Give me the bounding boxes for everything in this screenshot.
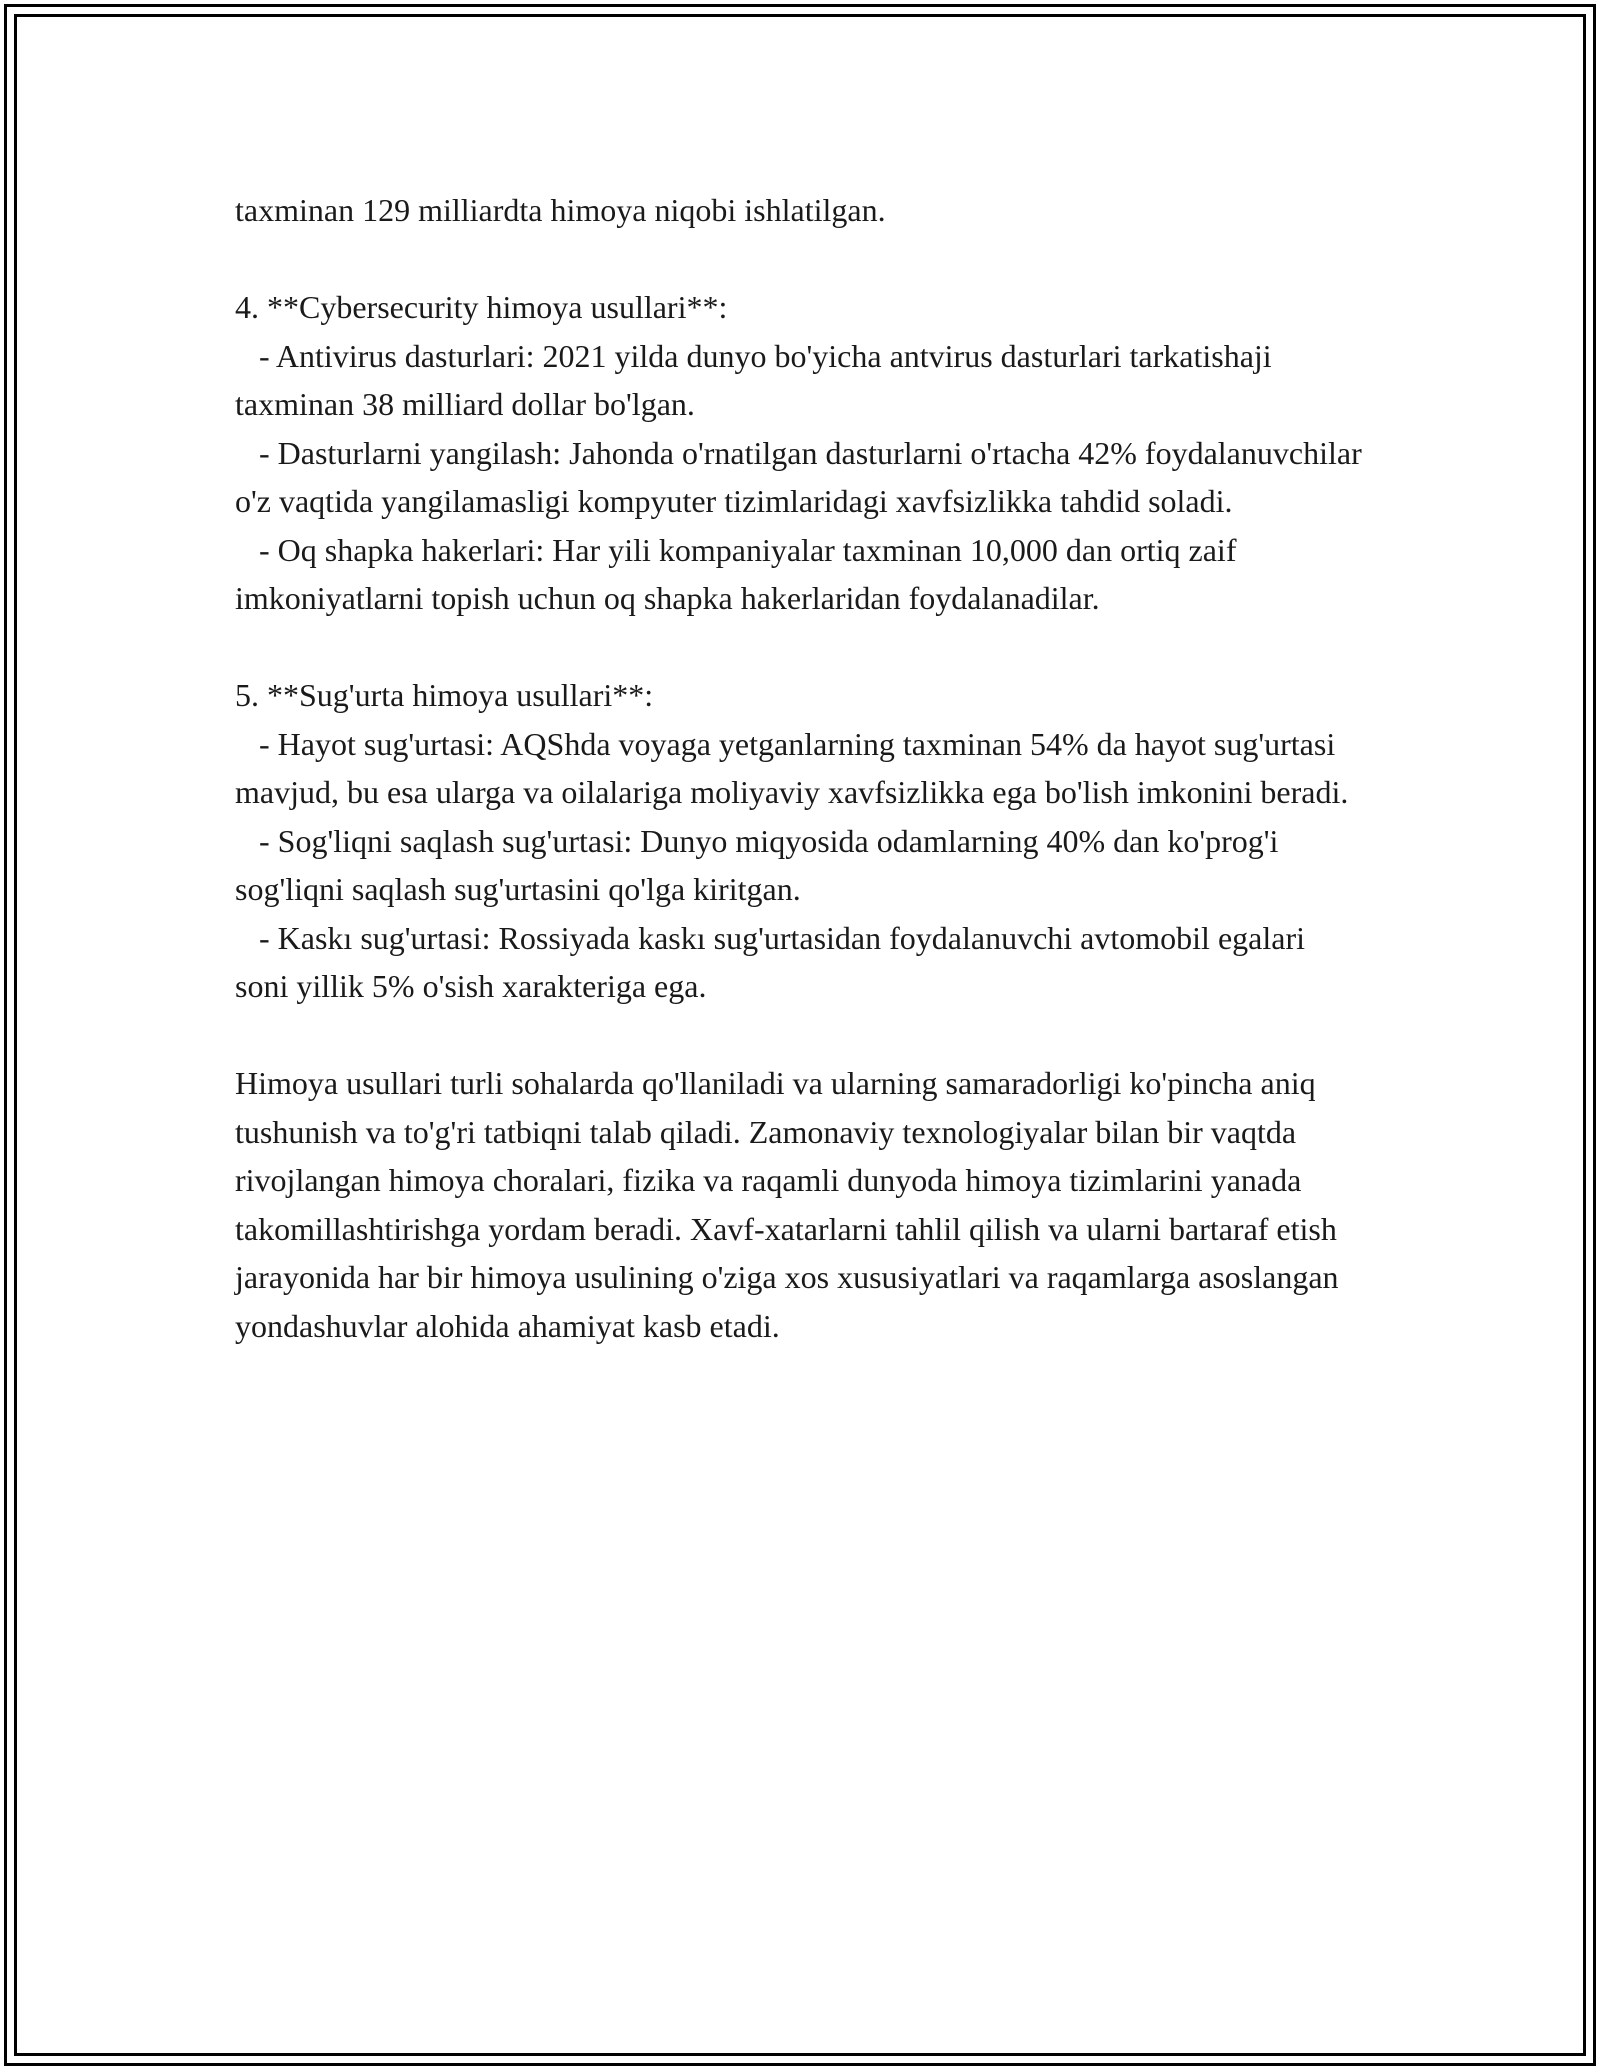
section-5-item-casco-insurance: - Kaskı sug'urtasi: Rossiyada kaskı sug'urtasidan foydalanuvchi avtomobil egalari soni yillik 5% o'sish xarakteriga ega. (235, 919, 1313, 1004)
section-4-item-antivirus: - Antivirus dasturlari: 2021 yilda dunyo bo'yicha antvirus dasturlari tarkatishaji taxminan 38 milliard dollar bo'lgan. (235, 337, 1280, 422)
paragraph-gap (235, 235, 1365, 284)
section-4-item-white-hat: - Oq shapka hakerlari: Har yili kompaniyalar taxminan 10,000 dan ortiq zaif imkoniyatlarni topish uchun oq shapka hakerlaridan foydalanadilar. (235, 531, 1245, 616)
intro-line: taxminan 129 milliardta himoya niqobi ishlatilgan. (235, 192, 886, 228)
section-4-heading: 4. **Cybersecurity himoya usullari**: (235, 289, 728, 325)
section-5-item-health-insurance: - Sog'liqni saqlash sug'urtasi: Dunyo miqyosida odamlarning 40% dan ko'prog'i sog'liqni saqlash sug'urtasini qo'lga kiritgan. (235, 822, 1287, 907)
paragraph-gap (235, 1011, 1365, 1060)
document-body (235, 186, 1370, 1350)
section-4-item-updates: - Dasturlarni yangilash: Jahonda o'rnatilgan dasturlarni o'rtacha 42% foydalanuvchilar o'z vaqtida yangilamasligi kompyuter tizimlaridagi xavfsizlikka tahdid soladi. (235, 434, 1370, 519)
conclusion-paragraph: Himoya usullari turli sohalarda qo'llaniladi va ularning samaradorligi ko'pincha aniq tushunish va to'g'ri tatbiqni talab qiladi. Zamonaviy texnologiyalar bilan bir vaqtda rivojlangan himoya choralari, fizika va raqamli dunyoda himoya tizimlarini yanada takomillashtirishga yordam beradi. Xavf-xatarlarni tahlil qilish va ularni bartaraf etish jarayonida har bir himoya usulining o'ziga xos xususiyatlari va raqamlarga asoslangan yondashuvlar alohida ahamiyat kasb etadi. (235, 1065, 1339, 1344)
section-5-heading: 5. **Sug'urta himoya usullari**: (235, 677, 654, 713)
section-5-item-life-insurance: - Hayot sug'urtasi: AQShda voyaga yetganlarning taxminan 54% da hayot sug'urtasi mavjud, bu esa ularga va oilalariga moliyaviy xavfsizlikka ega bo'lish imkonini beradi. (235, 725, 1349, 810)
paragraph-gap (235, 623, 1365, 672)
